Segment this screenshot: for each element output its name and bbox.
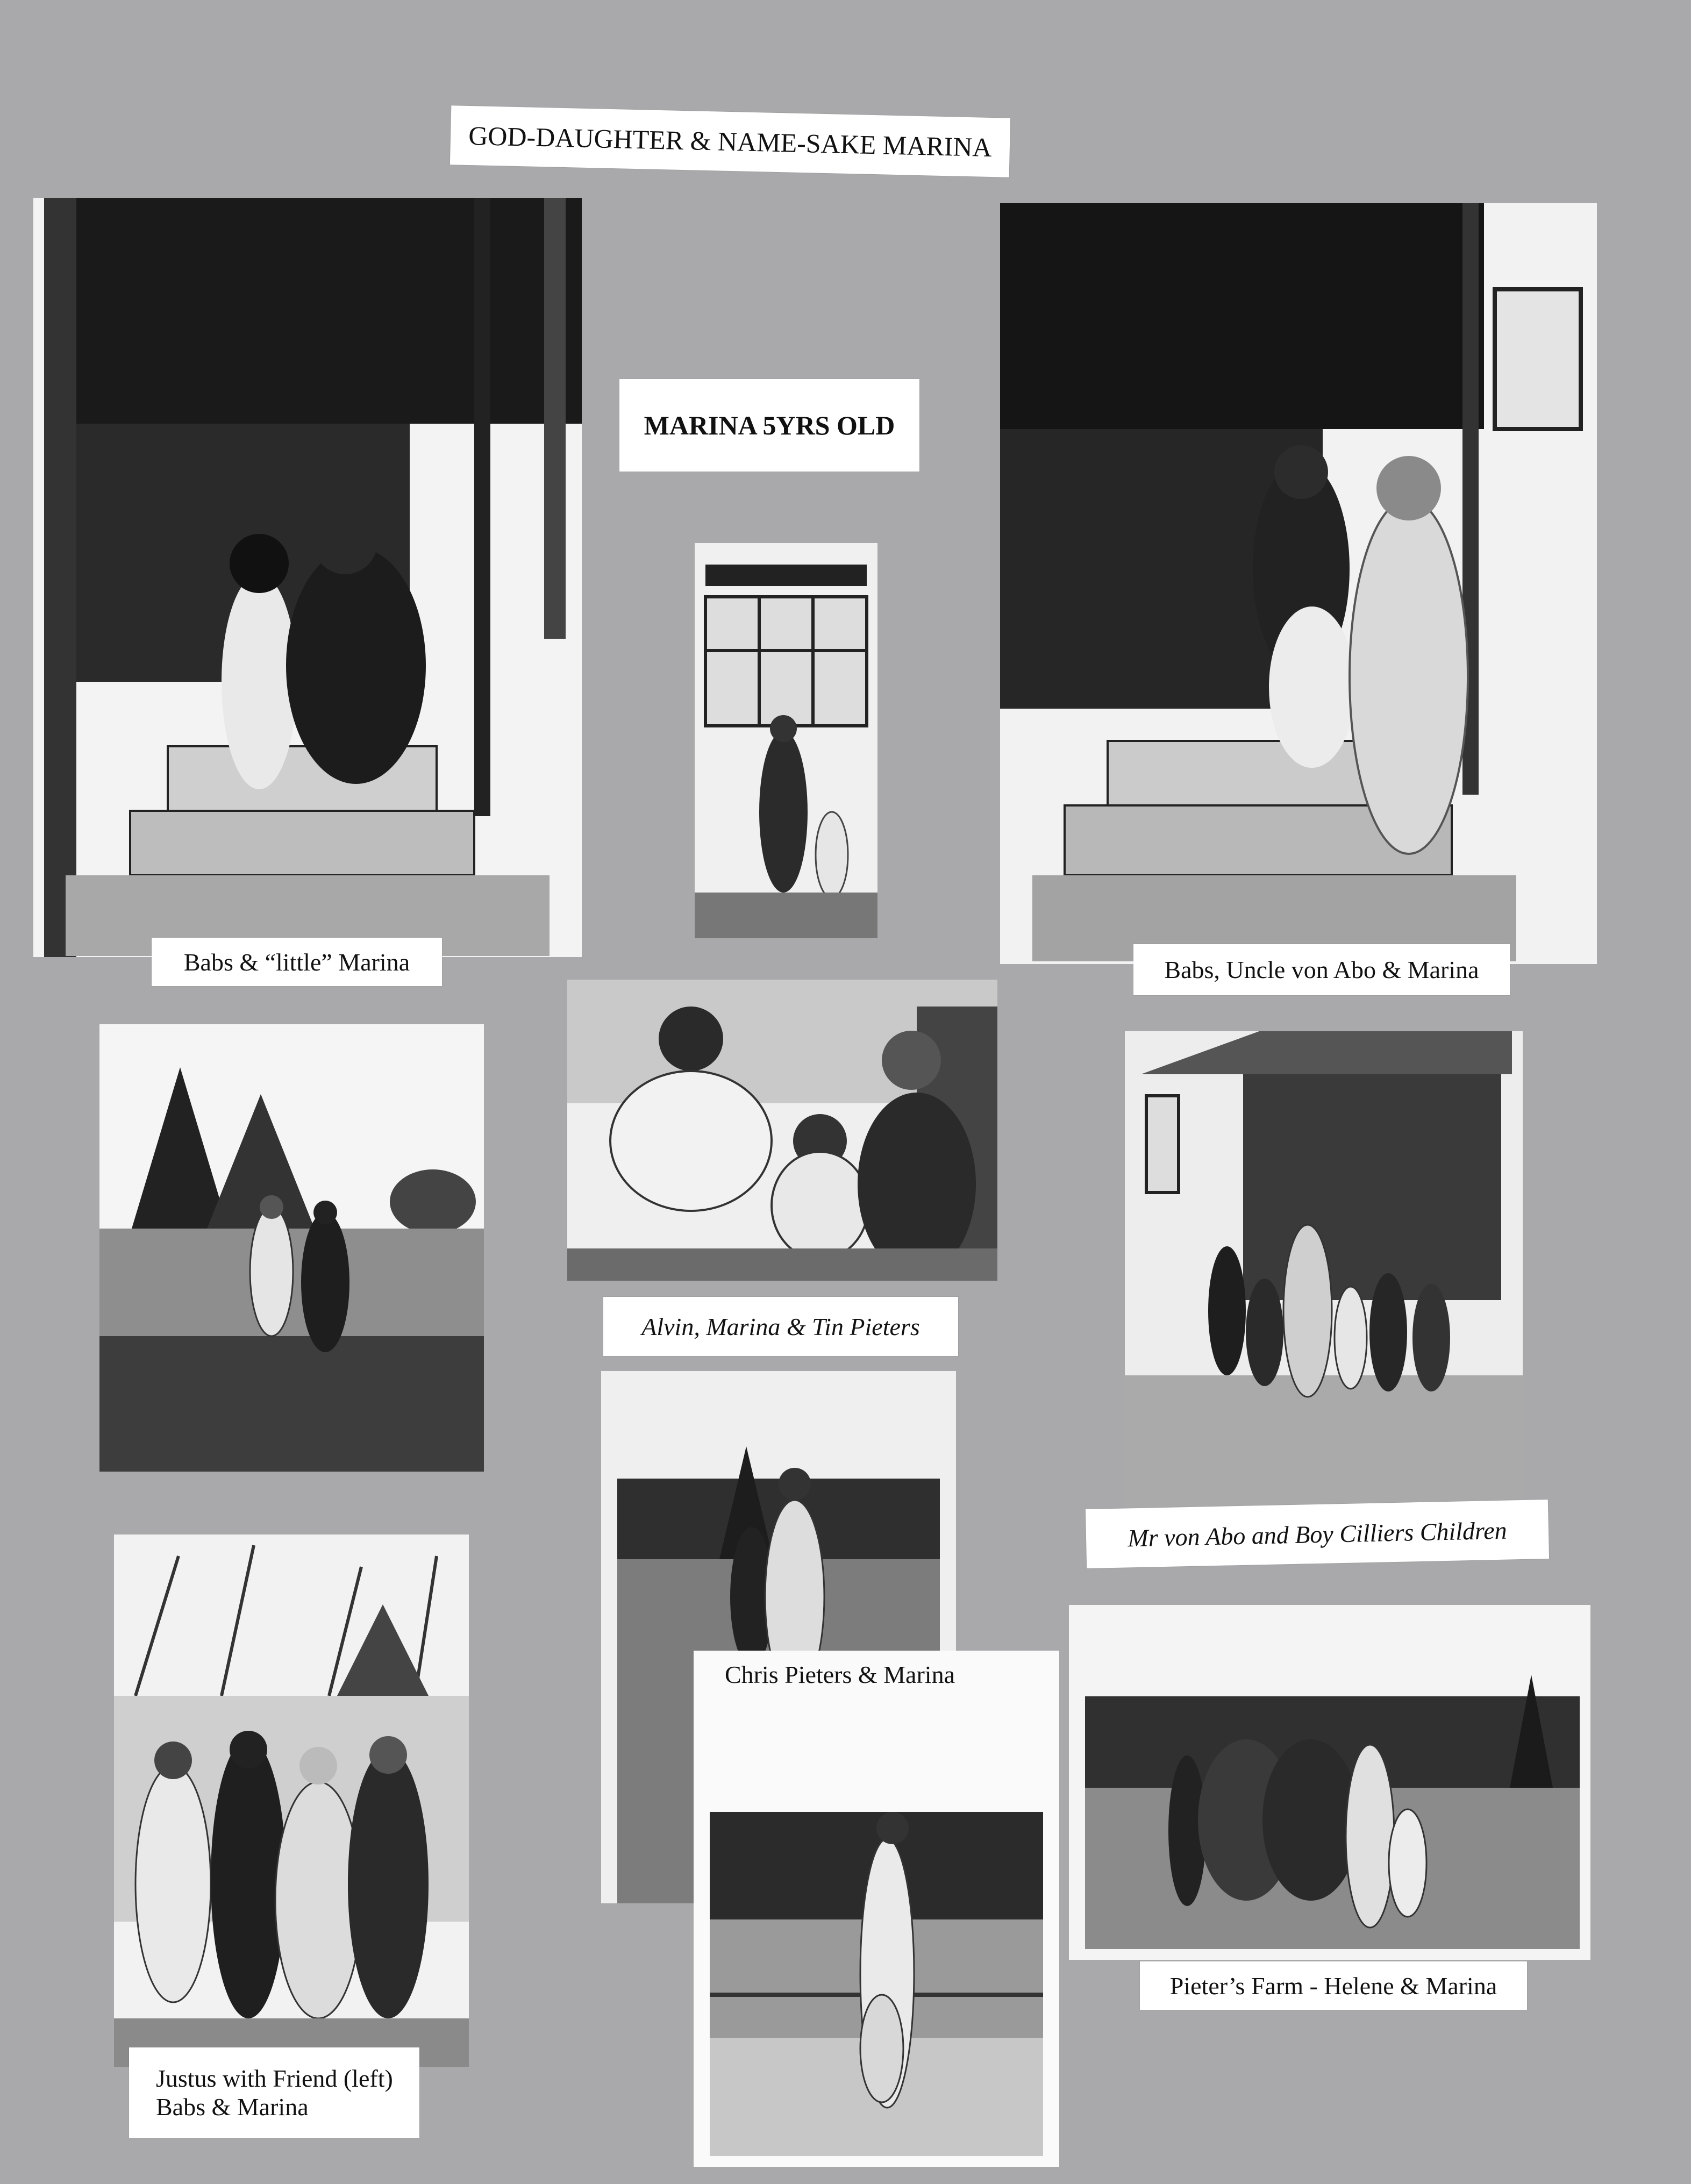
photo-babs-uncle-marina xyxy=(1000,203,1597,964)
caption-chris-pieters: Chris Pieters & Marina xyxy=(725,1660,955,1688)
caption-justus-line1: Justus with Friend (left) xyxy=(156,2065,393,2092)
section-heading: MARINA 5YRS OLD xyxy=(619,379,919,472)
photo-alvin-marina-tin xyxy=(567,980,997,1281)
caption-von-abo-children: Mr von Abo and Boy Cilliers Children xyxy=(1086,1500,1549,1568)
photo-von-abo-children xyxy=(1125,1031,1523,1515)
caption-pieters-farm: Pieter’s Farm - Helene & Marina xyxy=(1140,1961,1527,2010)
caption-justus-line2: Babs & Marina xyxy=(156,2093,309,2121)
photo-marina-by-river xyxy=(694,1651,1059,2167)
caption-justus-friend xyxy=(129,2047,419,2138)
photo-babs-little-marina xyxy=(33,198,582,957)
page-title: GOD-DAUGHTER & NAME-SAKE MARINA xyxy=(450,105,1010,177)
caption-babs-uncle-marina: Babs, Uncle von Abo & Marina xyxy=(1133,944,1510,995)
photo-pieters-farm xyxy=(1069,1605,1590,1960)
caption-babs-little-marina: Babs & “little” Marina xyxy=(152,938,442,986)
caption-alvin-marina-tin: Alvin, Marina & Tin Pieters xyxy=(603,1297,958,1356)
photo-justus-friend xyxy=(114,1534,469,2067)
photo-marina-bay-window xyxy=(695,543,877,938)
photo-garden-two-women xyxy=(99,1024,484,1472)
